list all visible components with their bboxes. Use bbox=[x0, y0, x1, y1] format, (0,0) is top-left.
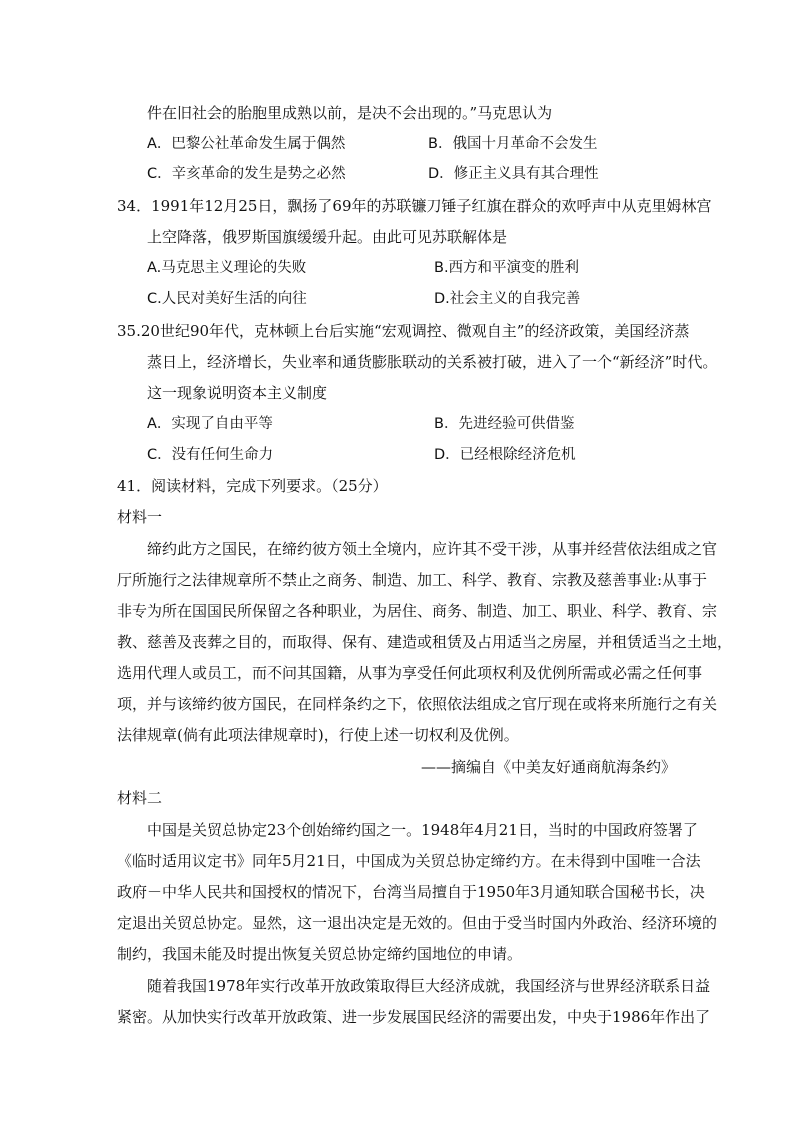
q33-option-c: C．辛亥革命的发生是势之必然 bbox=[147, 166, 346, 182]
material-2-line-3: 政府－中华人民共和国授权的情况下，台湾当局擅自于1950年3月通知联合国秘书长，决 bbox=[117, 883, 705, 901]
material-2-line-1: 中国是关贸总协定23个创始缔约国之一。1948年4月21日，当时的中国政府签署了 bbox=[147, 821, 698, 839]
q33-stem-tail: 件在旧社会的胎胞里成熟以前，是决不会出现的。”马克思认为 bbox=[147, 104, 553, 122]
material-1-title: 材料一 bbox=[117, 508, 163, 526]
q34-option-b: B.西方和平演变的胜利 bbox=[434, 260, 580, 276]
material-2-line-7: 紧密。从加快实行改革开放政策、进一步发展国民经济的需要出发，中央于1986年作出了 bbox=[117, 1008, 711, 1026]
q35-stem-line-1: 35.20世纪90年代，克林顿上台后实施“宏观调控、微观自主”的经济政策，美国经济蒸 bbox=[117, 322, 690, 340]
material-1-line-2: 厅所施行之法律规章所不禁止之商务、制造、加工、科学、教育、宗教及慈善事业:从事于 bbox=[117, 571, 708, 589]
q34-stem-line-2: 上空降落，俄罗斯国旗缓缓升起。由此可见苏联解体是 bbox=[147, 228, 508, 246]
q33-option-d: D．修正主义具有其合理性 bbox=[428, 166, 599, 182]
material-2-line-5: 制约，我国未能及时提出恢复关贸总协定缔约国地位的申请。 bbox=[117, 945, 523, 963]
q35-stem-line-2: 蒸日上，经济增长，失业率和通货膨胀联动的关系被打破，进入了一个“新经济”时代。 bbox=[147, 353, 718, 371]
material-1-line-7: 法律规章(倘有此项法律规章时)，行使上述一切权利及优例。 bbox=[117, 726, 519, 744]
material-2-line-4: 定退出关贸总协定。显然，这一退出决定是无效的。但由于受当时国内外政治、经济环境的 bbox=[117, 914, 718, 932]
material-2-title: 材料二 bbox=[117, 789, 163, 807]
material-1-source: ——摘编自《中美友好通商航海条约》 bbox=[420, 758, 676, 776]
material-1-line-5: 选用代理人或员工，而不问其国籍，从事为享受任何此项权利及优例所需或必需之任何事 bbox=[117, 664, 703, 682]
q34-option-d: D.社会主义的自我完善 bbox=[434, 291, 581, 307]
q35-option-b: B．先进经验可供借鉴 bbox=[434, 416, 575, 432]
q34-option-c: C.人民对美好生活的向往 bbox=[147, 291, 307, 307]
material-1-line-3: 非专为所在国国民所保留之各种职业，为居住、商务、制造、加工、职业、科学、教育、宗 bbox=[117, 602, 718, 620]
q35-stem-line-3: 这一现象说明资本主义制度 bbox=[147, 384, 328, 402]
q34-option-a: A.马克思主义理论的失败 bbox=[147, 260, 307, 276]
q35-option-a: A．实现了自由平等 bbox=[147, 416, 273, 432]
material-1-line-1: 缔约此方之国民，在缔约彼方领土全境内，应许其不受干涉，从事并经营依法组成之官 bbox=[147, 540, 718, 558]
material-2-line-2: 《临时适用议定书》同年5月21日，中国成为关贸总协定缔约方。在未得到中国唯一合法 bbox=[117, 852, 701, 870]
material-1-line-6: 项，并与该缔约彼方国民，在同样条约之下，依照依法组成之官厅现在或将来所施行之有关 bbox=[117, 695, 718, 713]
material-2-line-6: 随着我国1978年实行改革开放政策取得巨大经济成就，我国经济与世界经济联系日益 bbox=[147, 977, 711, 995]
q34-stem-line-1: 34．1991年12月25日，飘扬了69年的苏联镰刀锤子红旗在群众的欢呼声中从克里姆林宫 bbox=[117, 197, 712, 215]
q35-option-c: C．没有任何生命力 bbox=[147, 447, 274, 463]
q33-option-a: A．巴黎公社革命发生属于偶然 bbox=[147, 136, 346, 152]
q35-option-d: D．已经根除经济危机 bbox=[434, 447, 576, 463]
q41-heading: 41．阅读材料，完成下列要求。（25分） bbox=[117, 477, 388, 495]
material-1-line-4: 教、慈善及丧葬之目的，而取得、保有、建造或租赁及占用适当之房屋，并租赁适当之土地， bbox=[117, 633, 733, 651]
q33-option-b: B．俄国十月革命不会发生 bbox=[428, 136, 598, 152]
